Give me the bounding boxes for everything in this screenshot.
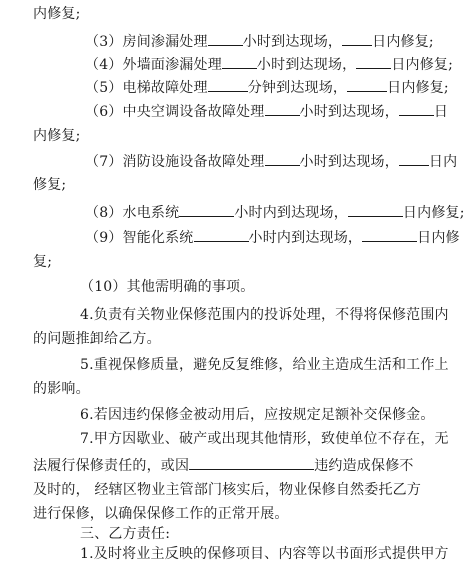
item-10-other: （10）其他需明确的事项。 xyxy=(80,279,255,295)
item-label: （7）消防设施设备故障处理 xyxy=(85,154,265,170)
minutes-blank[interactable] xyxy=(208,78,248,92)
repair-text: 日内修复; xyxy=(391,57,454,73)
item-label: （9）智能化系统 xyxy=(85,230,194,246)
arrival-text: 小时到达现场， xyxy=(299,104,399,120)
repair-text: 日内 xyxy=(428,154,458,170)
hours-blank[interactable] xyxy=(265,102,300,116)
clause-5: 5.重视保修质量，避免反复维修，给业主造成生活和工作上 xyxy=(80,357,449,373)
line-continuation: 内修复; xyxy=(33,6,81,22)
clause-4-cont: 的问题推卸给乙方。 xyxy=(33,331,161,347)
arrival-text: 小时到达现场， xyxy=(256,57,357,73)
section-heading-party-b: 三、乙方责任: xyxy=(80,526,171,542)
days-blank[interactable] xyxy=(342,32,372,46)
line-continuation: 修复; xyxy=(33,177,67,193)
repair-text: 日内修复; xyxy=(402,205,465,221)
item-5-elevator xyxy=(85,78,449,97)
arrival-text: 小时到达现场， xyxy=(242,34,343,50)
days-blank[interactable] xyxy=(348,203,403,217)
hours-blank[interactable] xyxy=(222,55,257,69)
arrival-text: 小时内到达现场， xyxy=(248,230,363,246)
line-continuation: 内修复; xyxy=(33,128,81,144)
days-blank[interactable] xyxy=(399,102,434,116)
item-9-intelligent xyxy=(85,228,460,247)
clause-6: 6.若因违约保修金被动用后，应按规定足额补交保修金。 xyxy=(80,407,435,423)
cause-blank[interactable] xyxy=(189,456,314,470)
clause-5-cont: 的影响。 xyxy=(33,381,90,397)
item-label: （6）中央空调设备故障处理 xyxy=(85,104,265,120)
clause-7-cont-3: 进行保修，以确保保修工作的正常开展。 xyxy=(33,506,289,522)
item-8-water-electric xyxy=(85,203,465,222)
clause-7-text: 法履行保修责任的，或因 xyxy=(33,458,190,474)
days-blank[interactable] xyxy=(347,78,387,92)
arrival-text: 小时内到达现场， xyxy=(234,205,348,221)
clause-4: 4.负责有关物业保修范围内的投诉处理，不得将保修范围内 xyxy=(80,307,449,323)
days-blank[interactable] xyxy=(399,152,429,166)
line-continuation: 复; xyxy=(33,254,53,270)
repair-text: 日内修复; xyxy=(372,34,434,50)
item-label: （4）外墙面渗漏处理 xyxy=(85,57,222,73)
item-label: （8）水电系统 xyxy=(85,205,180,221)
repair-text: 日 xyxy=(433,104,449,120)
party-b-clause-1: 1.及时将业主反映的保修项目、内容等以书面形式提供甲方 xyxy=(80,546,449,562)
item-4-wall-leak xyxy=(85,55,453,74)
item-3-room-leak xyxy=(85,32,434,51)
days-blank[interactable] xyxy=(356,55,391,69)
clause-7: 7.甲方因歇业、破产或出现其他情形，致使单位不存在，无 xyxy=(80,431,449,447)
item-label: （5）电梯故障处理 xyxy=(85,80,208,96)
clause-7-cont-2: 及时的， 经辖区物业主管部门核实后，物业保修自然委托乙方 xyxy=(33,482,422,498)
repair-text: 日内修复; xyxy=(387,80,449,96)
arrival-text: 小时到达现场， xyxy=(299,154,399,170)
clause-7-cont-1 xyxy=(33,456,414,475)
item-6-central-ac xyxy=(85,102,448,121)
repair-text: 日内修 xyxy=(417,230,460,246)
arrival-text: 分钟到达现场， xyxy=(247,80,348,96)
clause-7-text-2: 违约造成保修不 xyxy=(314,458,414,474)
hours-blank[interactable] xyxy=(265,152,300,166)
hours-blank[interactable] xyxy=(179,203,234,217)
hours-blank[interactable] xyxy=(194,228,249,242)
item-label: （3）房间渗漏处理 xyxy=(85,34,208,50)
item-7-fire-facilities xyxy=(85,152,457,171)
hours-blank[interactable] xyxy=(208,32,243,46)
days-blank[interactable] xyxy=(362,228,417,242)
